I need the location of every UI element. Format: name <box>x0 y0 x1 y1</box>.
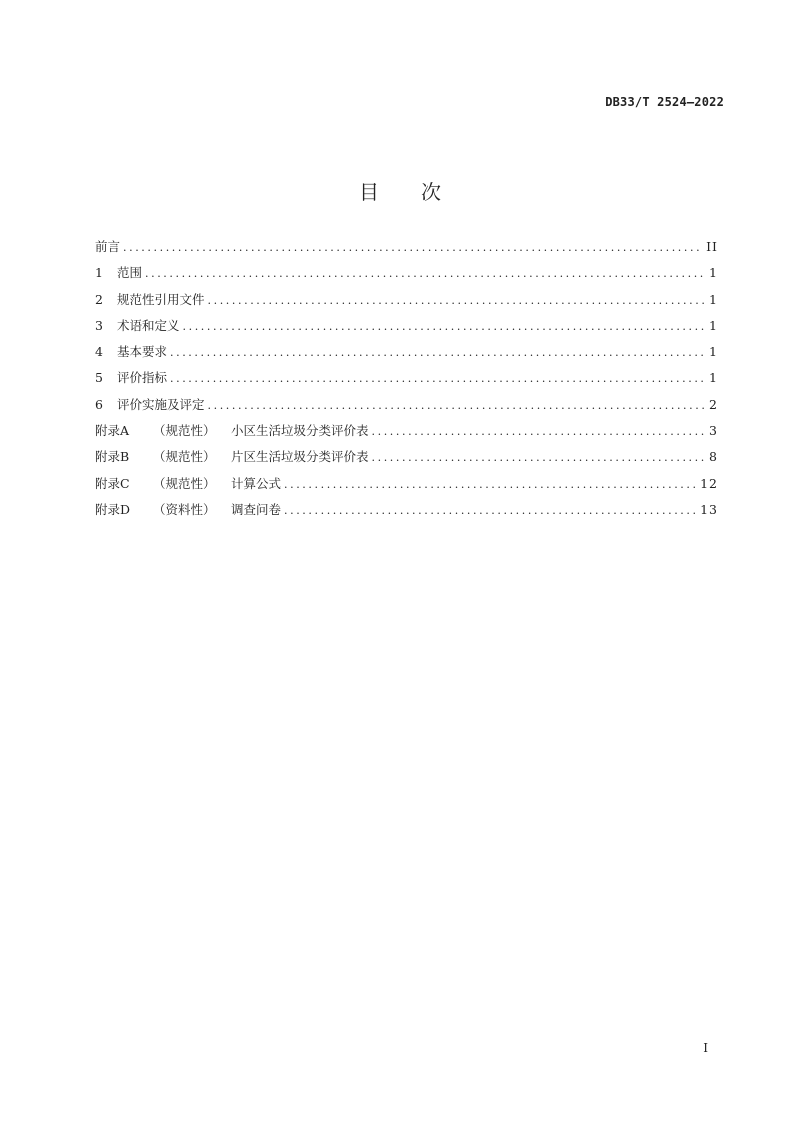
toc-entry-terms-definitions[interactable] <box>95 316 718 342</box>
toc-entry-page: 1 <box>709 265 718 281</box>
table-of-contents <box>95 237 718 526</box>
toc-entry-page: II <box>706 239 718 254</box>
toc-appendix-id: 附录A <box>95 423 130 439</box>
toc-entry-label: 前言 <box>95 239 121 254</box>
toc-leader-dots <box>208 294 704 307</box>
toc-entry-label: 规范性引用文件 <box>117 291 205 307</box>
toc-entry-page: 13 <box>700 501 718 517</box>
toc-leader-dots <box>170 372 704 385</box>
toc-entry-page: 12 <box>700 475 718 491</box>
toc-entry-page: 1 <box>709 317 718 333</box>
toc-entry-evaluation-indicators[interactable] <box>95 368 718 394</box>
toc-entry-appendix-a[interactable] <box>95 421 718 447</box>
toc-entry-label: 术语和定义 <box>117 317 180 333</box>
toc-title <box>0 176 800 205</box>
toc-leader-dots <box>145 267 704 280</box>
toc-entry-label: 小区生活垃圾分类评价表 <box>231 423 369 439</box>
toc-appendix-id: 附录B <box>95 449 130 465</box>
toc-appendix-kind: （规范性） <box>153 449 216 465</box>
toc-appendix-kind: （规范性） <box>153 475 216 491</box>
toc-entry-number: 6 <box>95 396 103 412</box>
toc-title-char-1: 目 <box>359 180 379 204</box>
toc-entry-number: 2 <box>95 291 103 307</box>
toc-entry-foreword[interactable] <box>95 237 718 263</box>
toc-entry-appendix-c[interactable] <box>95 474 718 500</box>
toc-entry-label: 计算公式 <box>231 475 282 491</box>
toc-leader-dots <box>372 425 704 438</box>
toc-leader-dots <box>208 399 704 412</box>
toc-appendix-id: 附录D <box>95 501 131 517</box>
toc-entry-appendix-d[interactable] <box>95 500 718 526</box>
toc-entry-appendix-b[interactable] <box>95 447 718 473</box>
toc-entry-page: 1 <box>709 291 718 307</box>
toc-entry-evaluation-implementation[interactable] <box>95 395 718 421</box>
toc-leader-dots <box>123 241 702 254</box>
toc-entry-number: 5 <box>95 370 103 386</box>
toc-leader-dots <box>170 346 704 359</box>
toc-leader-dots <box>183 320 704 333</box>
toc-appendix-kind: （资料性） <box>153 501 216 517</box>
toc-appendix-id: 附录C <box>95 475 130 491</box>
toc-entry-page: 1 <box>709 344 718 360</box>
toc-appendix-kind: （规范性） <box>153 423 216 439</box>
toc-entry-label: 基本要求 <box>117 344 168 360</box>
toc-entry-label: 评价指标 <box>117 370 168 386</box>
toc-entry-page: 1 <box>709 370 718 386</box>
toc-entry-page: 2 <box>709 396 718 412</box>
toc-entry-scope[interactable] <box>95 263 718 289</box>
toc-entry-page: 3 <box>709 423 718 439</box>
toc-entry-label: 片区生活垃圾分类评价表 <box>231 449 369 465</box>
toc-entry-label: 调查问卷 <box>231 501 282 517</box>
toc-entry-label: 评价实施及评定 <box>117 396 205 412</box>
toc-entry-number: 3 <box>95 317 103 333</box>
toc-leader-dots <box>284 504 696 517</box>
toc-entry-basic-requirements[interactable] <box>95 342 718 368</box>
toc-leader-dots <box>372 451 704 464</box>
toc-entry-page: 8 <box>709 449 718 465</box>
document-code: DB33/T 2524—2022 <box>605 95 724 109</box>
toc-entry-label: 范围 <box>117 265 143 281</box>
toc-entry-normative-references[interactable] <box>95 290 718 316</box>
toc-title-char-2: 次 <box>421 180 441 204</box>
page-number: I <box>703 1041 708 1055</box>
toc-leader-dots <box>284 478 696 491</box>
toc-entry-number: 4 <box>95 344 103 360</box>
toc-entry-number: 1 <box>95 265 103 281</box>
